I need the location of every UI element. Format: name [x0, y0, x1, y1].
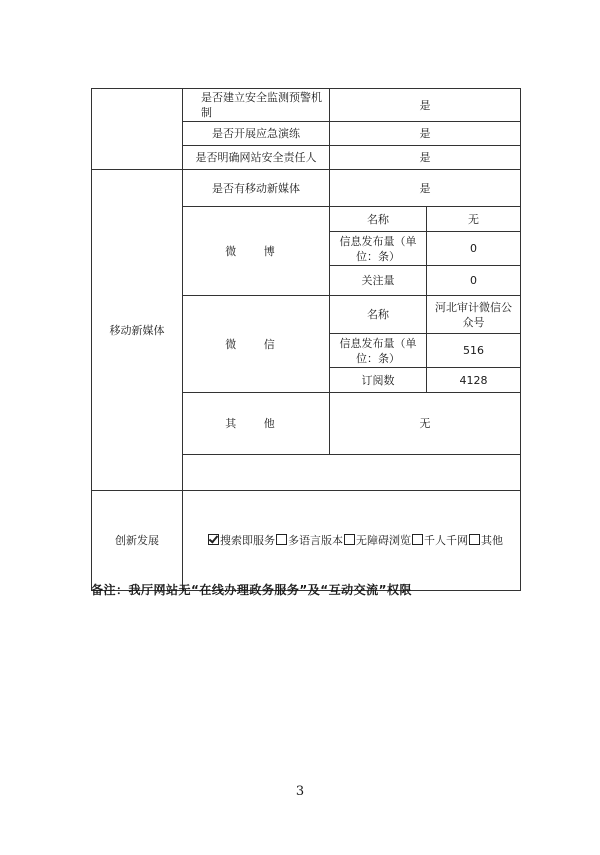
report-table	[91, 88, 521, 591]
section-cell-security	[92, 89, 183, 170]
other-label: 其 他	[183, 393, 330, 455]
wechat-label: 微 信	[183, 296, 330, 393]
has-mobile-value: 是	[330, 170, 521, 207]
weibo-name-label: 名称	[330, 207, 427, 232]
monitoring-label: 是否建立安全监测预警机制	[183, 89, 330, 122]
innovation-option-label: 搜索即服务	[220, 534, 275, 547]
weibo-followers-value: 0	[427, 266, 521, 296]
wechat-subscribers-label: 订阅数	[330, 368, 427, 393]
has-mobile-label: 是否有移动新媒体	[183, 170, 330, 207]
page-number: 3	[295, 784, 305, 799]
table-row	[92, 170, 521, 207]
wechat-name-value: 河北审计微信公众号	[427, 296, 521, 334]
table-row	[92, 89, 521, 122]
other-value: 无	[330, 393, 521, 455]
innovation-option-label: 千人千网	[424, 534, 468, 547]
checkbox-icon[interactable]	[276, 534, 287, 545]
wechat-subscribers-value: 4128	[427, 368, 521, 393]
responsible-label: 是否明确网站安全责任人	[183, 146, 330, 170]
innovation-option-list	[207, 533, 517, 548]
weibo-posts-value: 0	[427, 232, 521, 266]
innovation-option-label: 多语言版本	[288, 534, 343, 547]
table-row	[92, 491, 521, 591]
spacer-cell	[183, 455, 521, 491]
mobile-section-label: 移动新媒体	[92, 170, 183, 491]
checkbox-icon[interactable]	[469, 534, 480, 545]
checkbox-icon[interactable]	[344, 534, 355, 545]
responsible-value: 是	[330, 146, 521, 170]
footnote: 备注：我厅网站无“在线办理政务服务”及“互动交流”权限	[91, 583, 413, 597]
weibo-label: 微 博	[183, 207, 330, 296]
innovation-options	[183, 491, 521, 591]
wechat-name-label: 名称	[330, 296, 427, 334]
weibo-posts-label: 信息发布量（单位：条）	[330, 232, 427, 266]
drill-value: 是	[330, 122, 521, 146]
weibo-followers-label: 关注量	[330, 266, 427, 296]
checkbox-icon[interactable]	[412, 534, 423, 545]
weibo-name-value: 无	[427, 207, 521, 232]
wechat-posts-label: 信息发布量（单位：条）	[330, 334, 427, 368]
innovation-option-label: 无障碍浏览	[356, 534, 411, 547]
drill-label: 是否开展应急演练	[183, 122, 330, 146]
checked-checkbox-icon[interactable]	[208, 534, 219, 545]
monitoring-value: 是	[330, 89, 521, 122]
innovation-option-label: 其他	[481, 534, 503, 547]
innovation-section-label: 创新发展	[92, 491, 183, 591]
wechat-posts-value: 516	[427, 334, 521, 368]
